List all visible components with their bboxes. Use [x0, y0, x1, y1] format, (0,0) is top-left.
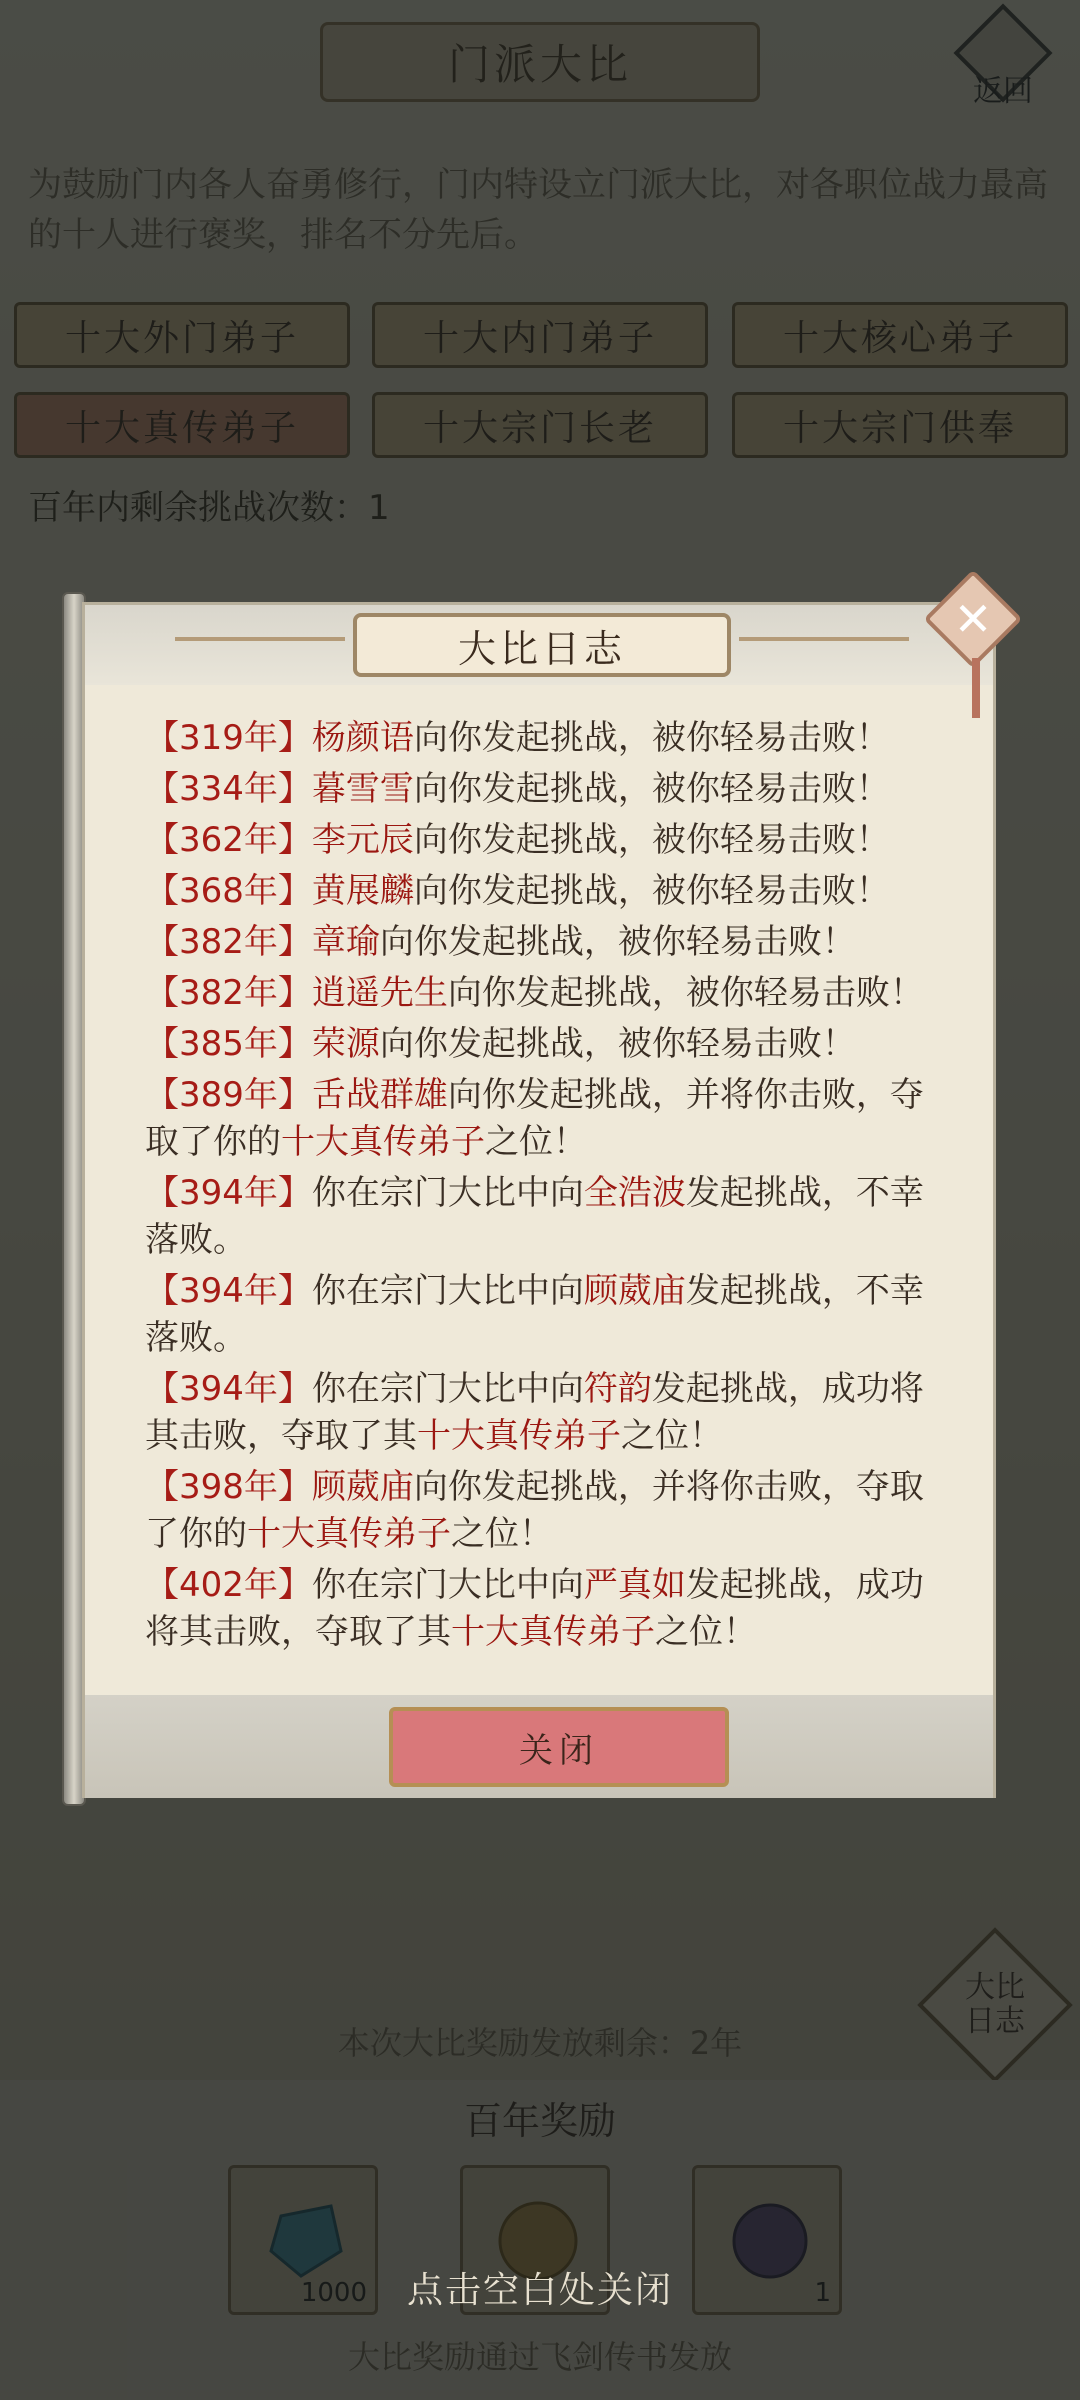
- log-prefix: 你在宗门大比中向: [311, 1565, 584, 1605]
- log-tail: 之位！: [621, 1416, 723, 1456]
- log-tail: 之位！: [485, 1122, 587, 1162]
- close-button[interactable]: 关闭: [389, 1707, 729, 1787]
- log-name: 严真如: [583, 1565, 686, 1605]
- log-text: 向你发起挑战，并将你击败，夺取了你的: [145, 1467, 924, 1554]
- log-name: 黄展麟: [311, 871, 414, 911]
- log-text: 向你发起挑战，并将你击败，夺取了你的: [145, 1075, 924, 1162]
- log-entry: [145, 919, 945, 966]
- log-entry: [145, 970, 945, 1017]
- log-text: 向你发起挑战，被你轻易击败！: [379, 922, 856, 962]
- log-text: 发起挑战，不幸落败。: [145, 1173, 924, 1260]
- log-entry: [145, 1268, 945, 1362]
- log-rank: 十大真传弟子: [417, 1416, 621, 1456]
- log-text: 向你发起挑战，被你轻易击败！: [447, 973, 924, 1013]
- dialog-header: [85, 605, 993, 685]
- log-text: 向你发起挑战，被你轻易击败！: [413, 769, 890, 809]
- log-year: 【382年】: [145, 922, 312, 962]
- log-entry: [145, 1072, 945, 1166]
- log-rank: 十大真传弟子: [247, 1514, 451, 1554]
- log-name: 全浩波: [583, 1173, 686, 1213]
- log-year: 【394年】: [145, 1369, 312, 1409]
- log-year: 【368年】: [145, 871, 312, 911]
- log-entry: [145, 766, 945, 813]
- log-entry: [145, 715, 945, 762]
- log-prefix: 你在宗门大比中向: [311, 1369, 584, 1409]
- log-year: 【389年】: [145, 1075, 312, 1115]
- header-divider: [175, 637, 345, 641]
- log-year: 【402年】: [145, 1565, 312, 1605]
- dialog-body: [82, 602, 996, 1798]
- log-year: 【394年】: [145, 1271, 312, 1311]
- log-year: 【398年】: [145, 1467, 312, 1507]
- log-text: 发起挑战，成功将其击败，夺取了其: [145, 1565, 924, 1652]
- tap-to-close-hint: 点击空白处关闭: [406, 2270, 673, 2311]
- battle-log-dialog: [62, 592, 998, 1806]
- log-year: 【394年】: [145, 1173, 312, 1213]
- log-name: 荣源: [311, 1024, 380, 1064]
- log-entry: [145, 1464, 945, 1558]
- log-name: 逍遥先生: [311, 973, 448, 1013]
- log-text: 发起挑战，成功将其击败，夺取了其: [145, 1369, 924, 1456]
- log-name: 暮雪雪: [311, 769, 414, 809]
- log-text: 向你发起挑战，被你轻易击败！: [379, 1024, 856, 1064]
- log-name: 章瑜: [311, 922, 380, 962]
- log-year: 【385年】: [145, 1024, 312, 1064]
- log-text: 向你发起挑战，被你轻易击败！: [413, 820, 890, 860]
- log-entry: [145, 1021, 945, 1068]
- log-text: 向你发起挑战，被你轻易击败！: [413, 718, 890, 758]
- dialog-title: 大比日志: [353, 613, 731, 677]
- log-entry: [145, 1366, 945, 1460]
- header-divider: [739, 637, 909, 641]
- close-icon: ✕: [953, 592, 993, 646]
- log-tail: 之位！: [655, 1612, 757, 1652]
- log-year: 【362年】: [145, 820, 312, 860]
- dialog-footer: [85, 1695, 993, 1798]
- log-entry: [145, 817, 945, 864]
- log-year: 【382年】: [145, 973, 312, 1013]
- log-year: 【319年】: [145, 718, 312, 758]
- log-name: 杨颜语: [311, 718, 414, 758]
- log-year: 【334年】: [145, 769, 312, 809]
- log-text: 向你发起挑战，被你轻易击败！: [413, 871, 890, 911]
- log-prefix: 你在宗门大比中向: [311, 1173, 584, 1213]
- log-name: 顾葳庙: [311, 1467, 414, 1507]
- tassel-decoration: [972, 658, 980, 718]
- log-name: 符韵: [583, 1369, 652, 1409]
- log-name: 舌战群雄: [311, 1075, 448, 1115]
- log-text: 发起挑战，不幸落败。: [145, 1271, 924, 1358]
- log-name: 李元辰: [311, 820, 414, 860]
- log-list[interactable]: [145, 715, 945, 1679]
- log-entry: [145, 868, 945, 915]
- log-rank: 十大真传弟子: [451, 1612, 655, 1652]
- log-rank: 十大真传弟子: [281, 1122, 485, 1162]
- log-name: 顾葳庙: [583, 1271, 686, 1311]
- log-entry: [145, 1562, 945, 1656]
- log-tail: 之位！: [451, 1514, 553, 1554]
- log-prefix: 你在宗门大比中向: [311, 1271, 584, 1311]
- log-entry: [145, 1170, 945, 1264]
